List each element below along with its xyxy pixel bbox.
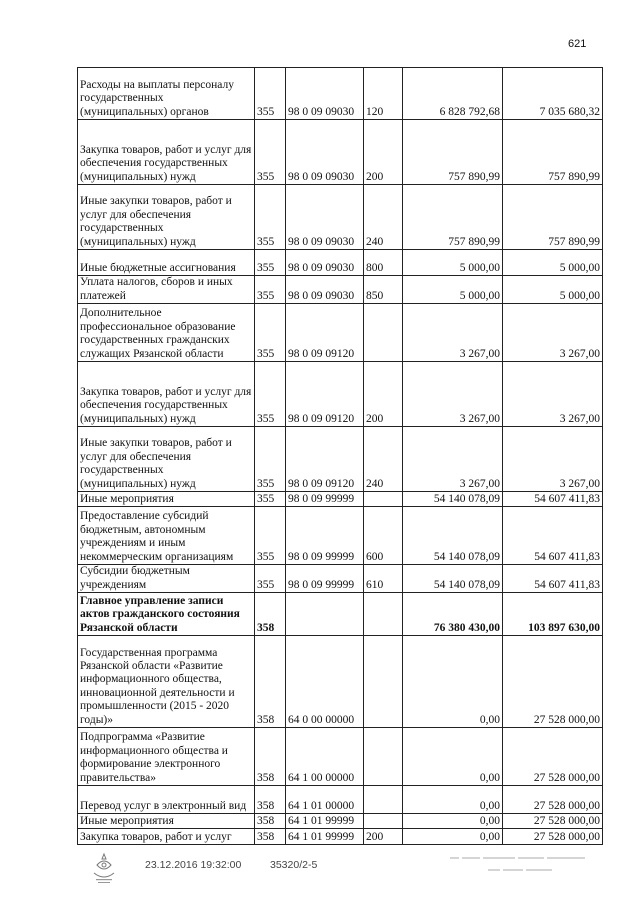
table-row	[78, 786, 603, 814]
row-vr	[364, 814, 403, 829]
row-csr: 98 0 09 99999	[286, 507, 364, 565]
budget-table	[77, 67, 603, 845]
table-row	[78, 362, 603, 427]
page-number: 621	[568, 38, 587, 50]
row-code: 358	[255, 728, 286, 786]
row-sum-2017: 7 035 680,32	[503, 68, 603, 120]
row-csr: 98 0 09 09120	[286, 304, 364, 362]
row-sum-2016: 0,00	[403, 728, 503, 786]
table-row	[78, 593, 603, 636]
row-name: Главное управление записи актов гражданского состояния Рязанской области	[78, 593, 255, 636]
row-vr: 200	[364, 120, 403, 185]
row-vr: 200	[364, 362, 403, 427]
row-name: Субсидии бюджетным учреждениям	[78, 565, 255, 593]
row-sum-2016: 54 140 078,09	[403, 507, 503, 565]
row-sum-2017: 54 607 411,83	[503, 507, 603, 565]
row-csr: 64 1 01 99999	[286, 829, 364, 845]
row-sum-2017: 5 000,00	[503, 250, 603, 276]
table-row	[78, 829, 603, 845]
row-vr	[364, 728, 403, 786]
row-sum-2016: 757 890,99	[403, 185, 503, 250]
table-row	[78, 814, 603, 829]
row-csr: 98 0 09 09030	[286, 68, 364, 120]
table-row	[78, 304, 603, 362]
row-csr: 98 0 09 09120	[286, 362, 364, 427]
row-sum-2016: 0,00	[403, 829, 503, 845]
row-name: Закупка товаров, работ и услуг для обеспечения государственных (муниципальных) нужд	[78, 362, 255, 427]
row-vr: 200	[364, 829, 403, 845]
row-vr: 850	[364, 276, 403, 304]
row-csr: 98 0 09 09030	[286, 276, 364, 304]
row-vr	[364, 492, 403, 507]
row-sum-2016: 3 267,00	[403, 362, 503, 427]
row-code: 358	[255, 593, 286, 636]
table-row	[78, 250, 603, 276]
table-row	[78, 507, 603, 565]
row-code: 358	[255, 829, 286, 845]
row-vr	[364, 786, 403, 814]
logo-icon	[88, 851, 120, 885]
row-sum-2016: 6 828 792,68	[403, 68, 503, 120]
table-row	[78, 492, 603, 507]
row-csr: 98 0 09 09030	[286, 250, 364, 276]
row-vr: 240	[364, 185, 403, 250]
row-csr: 98 0 09 09120	[286, 427, 364, 492]
row-sum-2016: 3 267,00	[403, 304, 503, 362]
row-name: Закупка товаров, работ и услуг для обеспечения государственных (муниципальных) нужд	[78, 120, 255, 185]
row-name: Предоставление субсидий бюджетным, автономным учреждениям и иным некоммерческим организациям	[78, 507, 255, 565]
row-sum-2016: 5 000,00	[403, 250, 503, 276]
row-sum-2017: 757 890,99	[503, 120, 603, 185]
table-row	[78, 728, 603, 786]
row-name: Иные мероприятия	[78, 492, 255, 507]
row-sum-2016: 0,00	[403, 814, 503, 829]
row-csr	[286, 593, 364, 636]
row-code: 355	[255, 427, 286, 492]
row-sum-2016: 0,00	[403, 786, 503, 814]
row-sum-2016: 0,00	[403, 636, 503, 728]
row-csr: 98 0 09 09030	[286, 120, 364, 185]
row-code: 355	[255, 304, 286, 362]
footer-doc-code: 35320/2-5	[270, 859, 318, 871]
row-csr: 98 0 09 99999	[286, 492, 364, 507]
watermark-stamp	[448, 853, 590, 881]
row-csr: 98 0 09 99999	[286, 565, 364, 593]
row-csr: 64 1 01 00000	[286, 786, 364, 814]
table-row	[78, 427, 603, 492]
row-csr: 98 0 09 09030	[286, 185, 364, 250]
row-code: 355	[255, 276, 286, 304]
row-sum-2017: 757 890,99	[503, 185, 603, 250]
row-code: 355	[255, 362, 286, 427]
row-vr	[364, 636, 403, 728]
row-code: 355	[255, 68, 286, 120]
row-sum-2016: 54 140 078,09	[403, 565, 503, 593]
row-sum-2017: 103 897 630,00	[503, 593, 603, 636]
row-sum-2016: 54 140 078,09	[403, 492, 503, 507]
row-name: Подпрограмма «Развитие информационного общества и формирование электронного правительства»	[78, 728, 255, 786]
row-code: 358	[255, 636, 286, 728]
row-sum-2017: 3 267,00	[503, 427, 603, 492]
row-name: Уплата налогов, сборов и иных платежей	[78, 276, 255, 304]
row-name: Иные закупки товаров, работ и услуг для обеспечения государственных (муниципальных) нужд	[78, 185, 255, 250]
row-code: 355	[255, 565, 286, 593]
row-csr: 64 1 01 99999	[286, 814, 364, 829]
row-sum-2017: 3 267,00	[503, 362, 603, 427]
row-sum-2017: 27 528 000,00	[503, 786, 603, 814]
row-vr	[364, 593, 403, 636]
row-vr: 120	[364, 68, 403, 120]
row-name: Иные мероприятия	[78, 814, 255, 829]
table-row	[78, 120, 603, 185]
table-row	[78, 636, 603, 728]
row-vr: 800	[364, 250, 403, 276]
row-sum-2016: 3 267,00	[403, 427, 503, 492]
footer-timestamp: 23.12.2016 19:32:00	[145, 859, 242, 871]
row-code: 355	[255, 185, 286, 250]
row-sum-2017: 3 267,00	[503, 304, 603, 362]
row-csr: 64 1 00 00000	[286, 728, 364, 786]
row-sum-2016: 757 890,99	[403, 120, 503, 185]
row-name: Перевод услуг в электронный вид	[78, 786, 255, 814]
row-sum-2017: 54 607 411,83	[503, 565, 603, 593]
row-sum-2017: 27 528 000,00	[503, 636, 603, 728]
row-vr: 240	[364, 427, 403, 492]
row-csr: 64 0 00 00000	[286, 636, 364, 728]
row-sum-2017: 27 528 000,00	[503, 814, 603, 829]
table-row	[78, 185, 603, 250]
row-vr	[364, 304, 403, 362]
row-name: Закупка товаров, работ и услуг	[78, 829, 255, 845]
row-sum-2016: 76 380 430,00	[403, 593, 503, 636]
row-vr: 610	[364, 565, 403, 593]
row-code: 358	[255, 814, 286, 829]
row-sum-2017: 27 528 000,00	[503, 829, 603, 845]
row-name: Расходы на выплаты персоналу государственных (муниципальных) органов	[78, 68, 255, 120]
table-row	[78, 276, 603, 304]
row-sum-2017: 27 528 000,00	[503, 728, 603, 786]
row-vr: 600	[364, 507, 403, 565]
row-name: Государственная программа Рязанской области «Развитие информационного общества, инновационной деятельности и промышленности (2015 - 2020 годы)»	[78, 636, 255, 728]
table-row	[78, 68, 603, 120]
row-code: 355	[255, 120, 286, 185]
row-name: Иные бюджетные ассигнования	[78, 250, 255, 276]
row-code: 355	[255, 250, 286, 276]
row-sum-2017: 5 000,00	[503, 276, 603, 304]
row-code: 355	[255, 492, 286, 507]
row-code: 358	[255, 786, 286, 814]
table-row	[78, 565, 603, 593]
row-sum-2017: 54 607 411,83	[503, 492, 603, 507]
row-code: 355	[255, 507, 286, 565]
row-name: Иные закупки товаров, работ и услуг для обеспечения государственных (муниципальных) нужд	[78, 427, 255, 492]
row-sum-2016: 5 000,00	[403, 276, 503, 304]
row-name: Дополнительное профессиональное образование государственных гражданских служащих Рязанской области	[78, 304, 255, 362]
